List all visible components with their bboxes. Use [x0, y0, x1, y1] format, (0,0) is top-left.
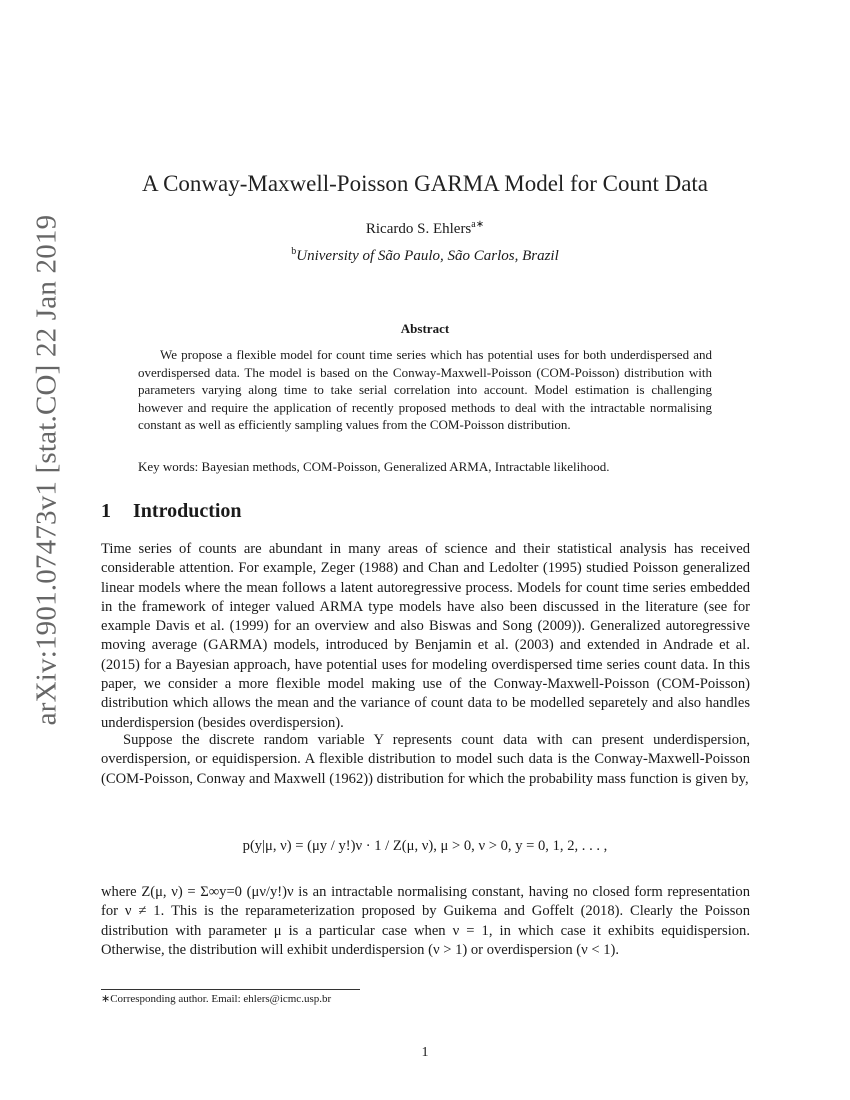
- affiliation-mark: b: [291, 246, 297, 257]
- affiliation-line: [0, 246, 850, 265]
- section-title: Introduction: [133, 500, 242, 522]
- keywords: Key words: Bayesian methods, COM-Poisson, Generalized ARMA, Intractable likelihood.: [138, 459, 610, 474]
- author-marks: a∗: [471, 219, 485, 230]
- arxiv-stamp: arXiv:1901.07473v1 [stat.CO] 22 Jan 2019: [30, 214, 63, 726]
- pmf-equation: p(y|μ, ν) = (μy / y!)ν · 1 / Z(μ, ν), μ > 0, ν > 0, y = 0, 1, 2, . . . ,: [242, 838, 608, 854]
- author-name: Ricardo S. Ehlers: [365, 221, 472, 237]
- paper-title: A Conway-Maxwell-Poisson GARMA Model for Count Data: [141, 171, 709, 196]
- abstract-body: We propose a flexible model for count time series which has potential uses for both underdispersed and overdispersed data. The model is based on the Conway-Maxwell-Poisson (COM-Poisson) distribution with parameters varying along time to take serial correlation into account. Model estimation is challenging however and require the application of recently proposed methods to deal with the intractable normalising constant as well as efficiently sampling values from the COM-Poisson distribution.: [138, 347, 712, 432]
- author-line: [0, 219, 850, 238]
- paragraph-intro: Time series of counts are abundant in many areas of science and their statistical analysis has received considerable attention. For example, Zeger (1988) and Chan and Ledolter (1995) studied Poisson generalized linear models where the mean follows a latent autoregressive process. Models for count time series embedded in the framework of integer valued ARMA type models have also been discussed in the literature (see for example Davis et al. (1999) for an overview and also Biswas and Song (2009)). Generalized autoregressive moving average (GARMA) models, introduced by Benjamin et al. (2003) and extended in Andrade et al. (2015) for a Bayesian approach, have potential uses for modeling overdispersed time series count data. In this paper, we consider a more flexible model making use of the Conway-Maxwell-Poisson (COM-Poisson) distribution which allows the mean and the variance of count data to be modelled separetely and also handles underdispersion (besides overdispersion).: [101, 541, 750, 731]
- page-number: 1: [421, 1045, 429, 1060]
- section-number: 1: [101, 500, 111, 522]
- abstract-heading: Abstract: [400, 321, 450, 336]
- footnote-divider: [101, 989, 360, 990]
- paragraph-distribution: Suppose the discrete random variable Y represents count data with can present underdispersion, overdispersion, or equidispersion. A flexible distribution to model such data is the Conway-Maxwell-Poisson (COM-Poisson, Conway and Maxwell (1962)) distribution for which the probability mass function is given by,: [101, 732, 750, 787]
- section-heading: [101, 500, 242, 523]
- paragraph-normalising-constant: where Z(μ, ν) = Σ∞y=0 (μν/y!)ν is an intractable normalising constant, having no closed form representation for ν ≠ 1. This is the reparameterization proposed by Guikema and Goffelt (2018). Clearly the Poisson distribution with parameter μ is a particular case when ν = 1, in which case it exhibits equidispersion. Otherwise, the distribution will exhibit underdispersion (ν > 1) or overdispersion (ν < 1).: [101, 884, 750, 958]
- affiliation-text: University of São Paulo, São Carlos, Brazil: [296, 248, 559, 264]
- footnote-corresponding-author: ∗Corresponding author. Email: ehlers@icmc.usp.br: [101, 993, 332, 1005]
